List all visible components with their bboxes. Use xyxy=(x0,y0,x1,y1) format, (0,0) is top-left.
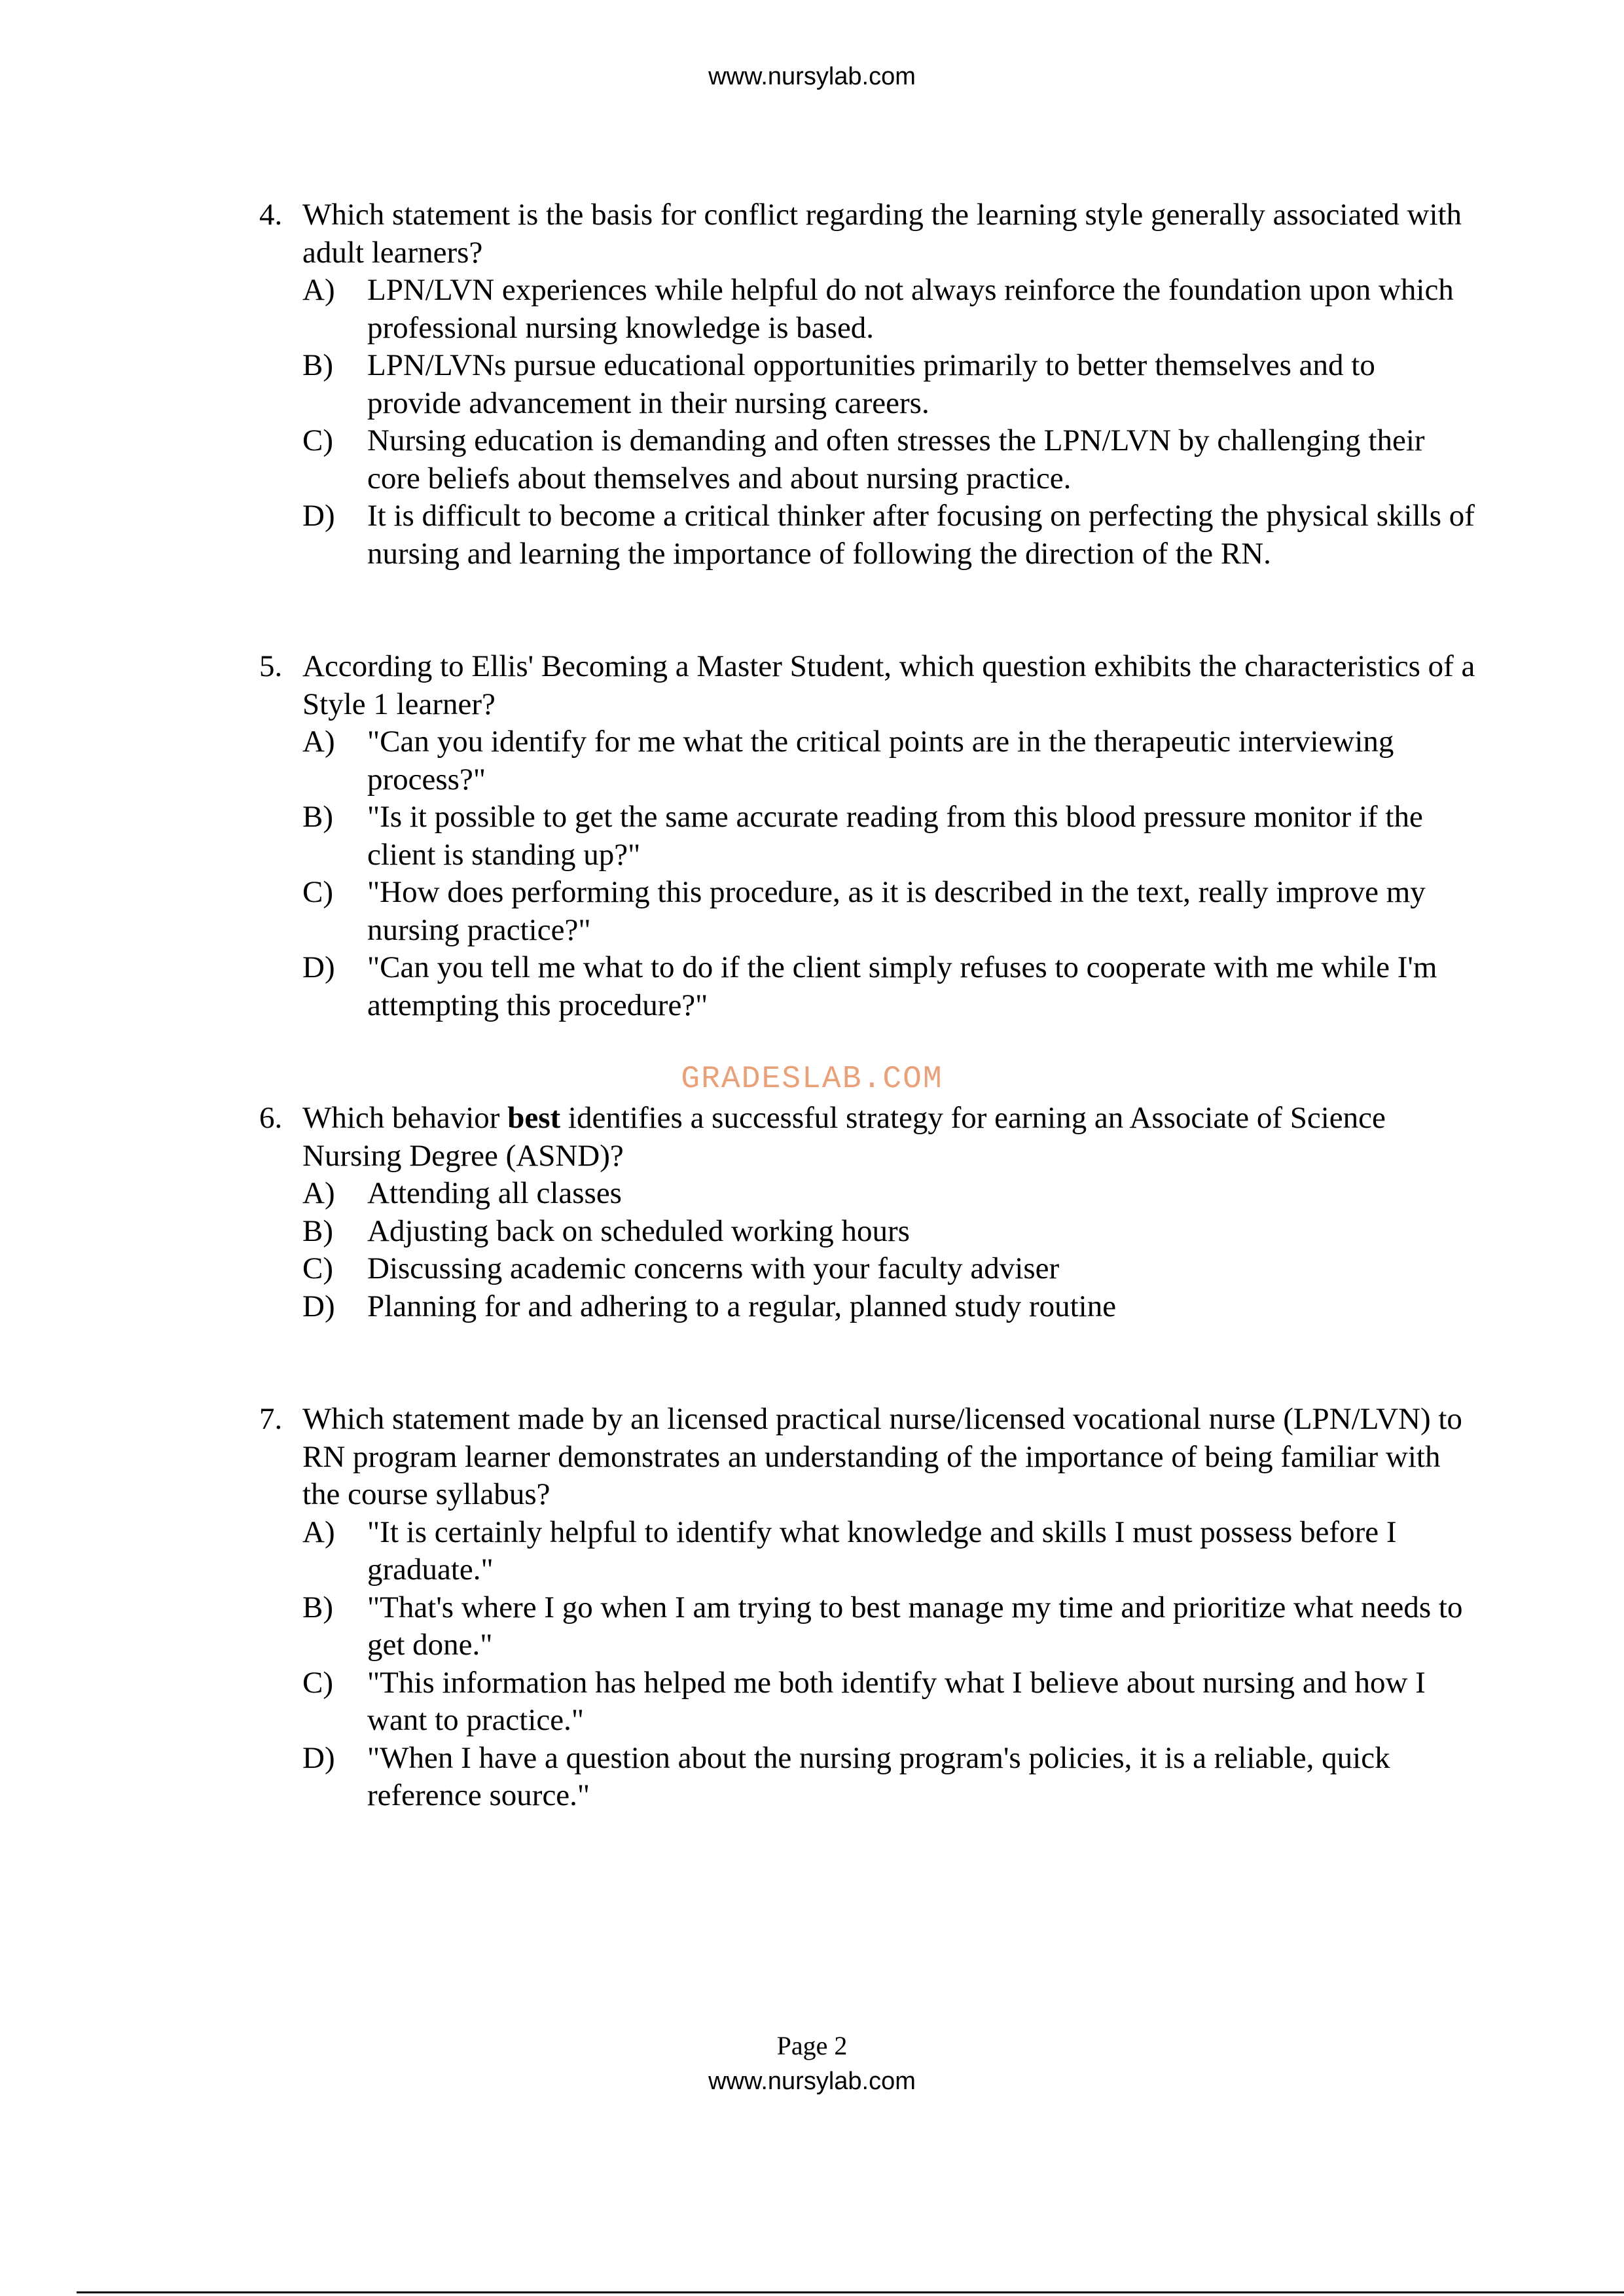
question-6 xyxy=(259,1100,1477,1325)
answer-option-b xyxy=(259,347,1477,422)
option-letter: A) xyxy=(302,273,335,307)
question-text: According to Ellis' Becoming a Master Student, which question exhibits the characteristics of a Style 1 learner? xyxy=(302,649,1475,721)
answer-option-c xyxy=(259,1664,1477,1740)
option-letter: D) xyxy=(302,1289,335,1323)
answer-option-a xyxy=(259,272,1477,347)
option-letter: B) xyxy=(302,1213,333,1248)
option-text: "That's where I go when I am trying to best manage my time and prioritize what needs to get done." xyxy=(367,1590,1463,1662)
answer-option-b xyxy=(259,1213,1477,1251)
option-text: "This information has helped me both identify what I believe about nursing and how I want to practice." xyxy=(367,1665,1426,1737)
option-letter: C) xyxy=(302,1251,333,1285)
option-letter: B) xyxy=(302,800,333,834)
answer-options xyxy=(259,723,1477,1024)
page-number: Page 2 xyxy=(776,2031,848,2060)
question-number: 5. xyxy=(259,649,283,683)
option-text: "Can you identify for me what the critical points are in the therapeutic interviewing process?" xyxy=(367,725,1394,797)
answer-option-c xyxy=(259,874,1477,949)
option-text: "It is certainly helpful to identify what knowledge and skills I must possess before I graduate." xyxy=(367,1515,1397,1587)
option-letter: C) xyxy=(302,1665,333,1700)
question-text: Which statement is the basis for conflict regarding the learning style generally associated with adult learners? xyxy=(302,198,1462,270)
option-letter: B) xyxy=(302,1590,333,1624)
answer-options xyxy=(259,1514,1477,1815)
option-text: "When I have a question about the nursing program's policies, it is a reliable, quick reference source." xyxy=(367,1740,1390,1812)
answer-option-d xyxy=(259,1288,1477,1326)
question-number: 6. xyxy=(259,1101,283,1135)
option-text: LPN/LVN experiences while helpful do not always reinforce the foundation upon which professional nursing knowledge is based. xyxy=(367,273,1454,345)
answer-option-b xyxy=(259,798,1477,874)
option-text: "Is it possible to get the same accurate reading from this blood pressure monitor if the client is standing up?" xyxy=(367,800,1423,872)
option-letter: C) xyxy=(302,875,333,909)
answer-option-a xyxy=(259,723,1477,798)
option-text: It is difficult to become a critical thinker after focusing on perfecting the physical skills of nursing and learning the importance of following the direction of the RN. xyxy=(367,499,1475,571)
option-letter: A) xyxy=(302,1176,335,1210)
option-text: Nursing education is demanding and often stresses the LPN/LVN by challenging their core beliefs about themselves and about nursing practice. xyxy=(367,423,1425,495)
option-text: Attending all classes xyxy=(367,1176,622,1210)
question-text: Which statement made by an licensed practical nurse/licensed vocational nurse (LPN/LVN) to RN program learner demonstrates an understanding of the importance of being familiar with the course syllabus? xyxy=(302,1402,1462,1511)
question-number: 4. xyxy=(259,198,283,232)
answer-option-a xyxy=(259,1175,1477,1213)
answer-option-d xyxy=(259,497,1477,573)
answer-options xyxy=(259,1175,1477,1325)
footer-url: www.nursylab.com xyxy=(708,2068,916,2095)
option-text: "How does performing this procedure, as it is described in the text, really improve my nursing practice?" xyxy=(367,875,1426,947)
question-5 xyxy=(259,648,1477,1024)
answer-option-a xyxy=(259,1514,1477,1589)
option-letter: A) xyxy=(302,1515,335,1549)
question-text: Which behavior best identifies a successful strategy for earning an Associate of Science Nursing Degree (ASND)? xyxy=(302,1101,1386,1173)
bottom-divider xyxy=(77,2291,1624,2293)
option-text: Planning for and adhering to a regular, planned study routine xyxy=(367,1289,1117,1323)
answer-option-b xyxy=(259,1589,1477,1664)
answer-option-d xyxy=(259,949,1477,1024)
answer-options xyxy=(259,272,1477,573)
option-text: Discussing academic concerns with your faculty adviser xyxy=(367,1251,1060,1285)
question-4 xyxy=(259,196,1477,573)
option-letter: D) xyxy=(302,499,335,533)
answer-option-d xyxy=(259,1740,1477,1815)
option-text: "Can you tell me what to do if the client simply refuses to cooperate with me while I'm attempting this procedure?" xyxy=(367,950,1437,1022)
option-letter: D) xyxy=(302,1740,335,1775)
header-url: www.nursylab.com xyxy=(708,63,916,90)
option-letter: C) xyxy=(302,423,333,457)
option-letter: B) xyxy=(302,348,333,382)
answer-option-c xyxy=(259,422,1477,497)
option-text: LPN/LVNs pursue educational opportunities primarily to better themselves and to provide advancement in their nursing careers. xyxy=(367,348,1375,420)
question-number: 7. xyxy=(259,1402,283,1436)
option-letter: D) xyxy=(302,950,335,984)
answer-option-c xyxy=(259,1250,1477,1288)
watermark: GRADESLAB.COM xyxy=(681,1062,943,1097)
option-text: Adjusting back on scheduled working hours xyxy=(367,1213,910,1248)
question-7 xyxy=(259,1401,1477,1815)
option-letter: A) xyxy=(302,725,335,759)
